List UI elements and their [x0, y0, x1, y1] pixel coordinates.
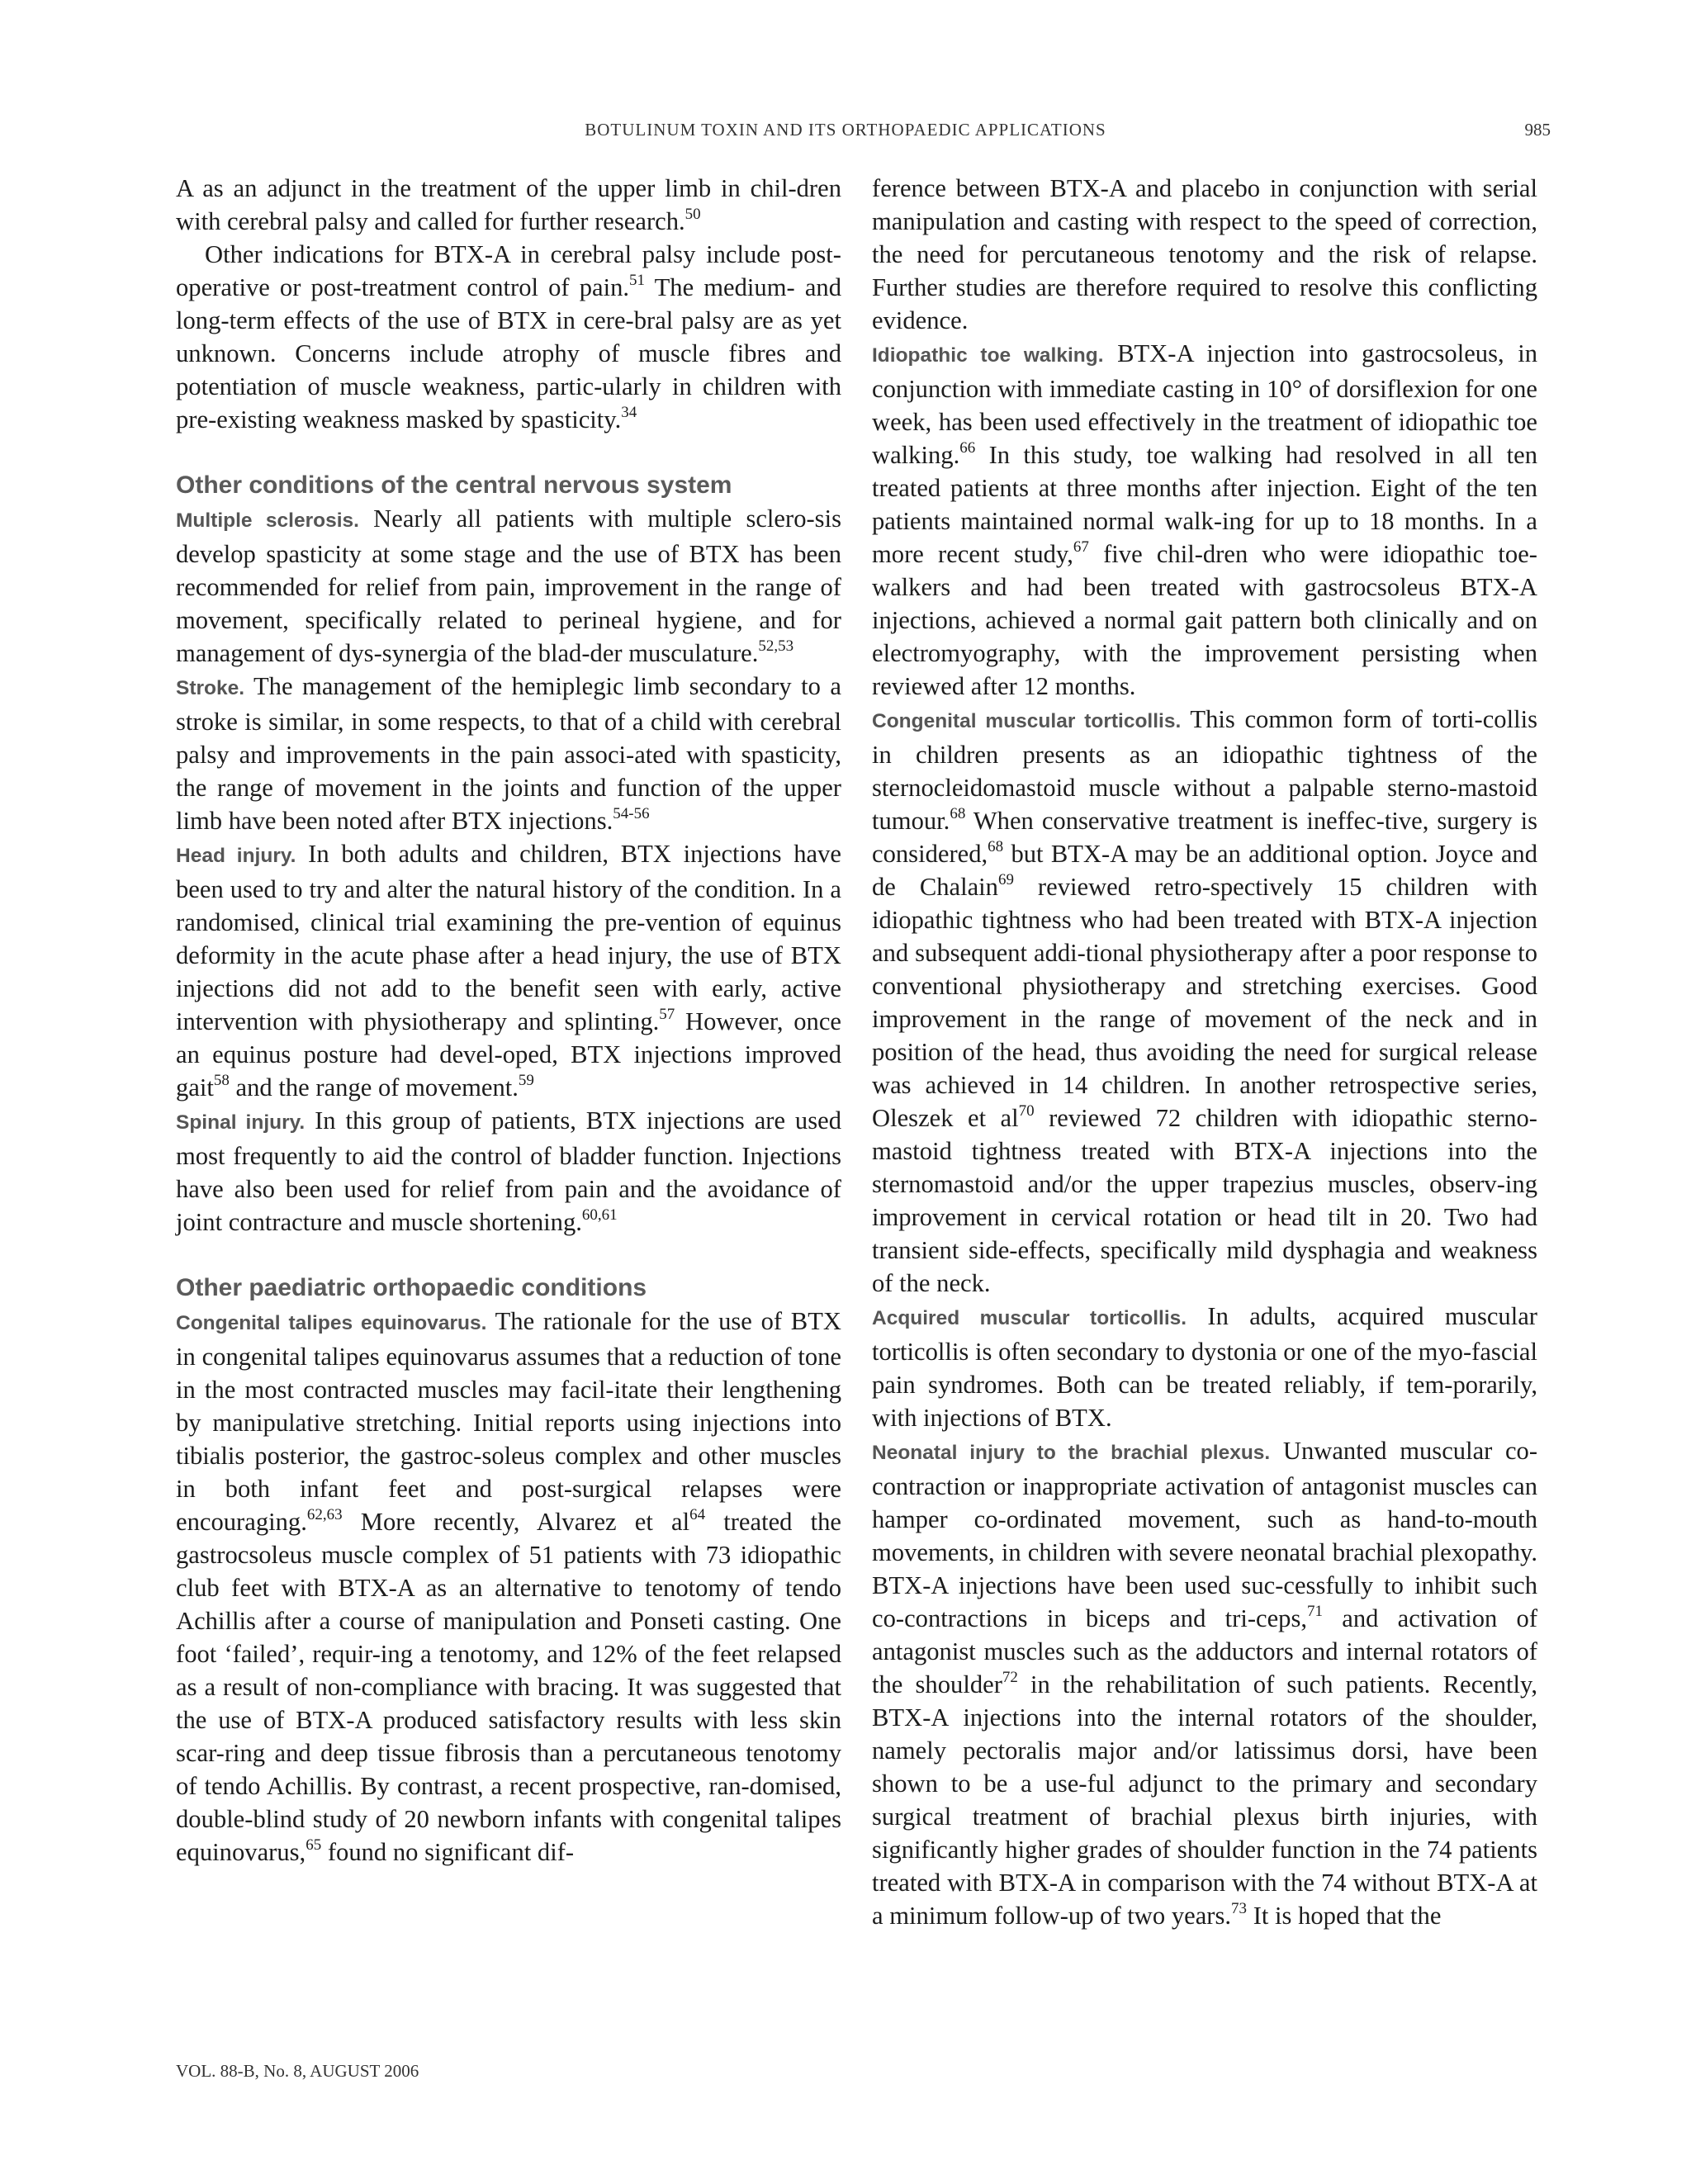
section-heading-paediatric: Other paediatric orthopaedic conditions [176, 1274, 647, 1301]
run-in-heading: Spinal injury. [176, 1111, 306, 1134]
citation: 54-56 [613, 804, 650, 822]
footer-journal-reference: VOL. 88-B, No. 8, AUGUST 2006 [176, 2061, 419, 2081]
citation: 67 [1073, 538, 1089, 556]
citation: 50 [684, 205, 701, 223]
citation: 71 [1307, 1602, 1324, 1620]
paragraph-ctev-continued: ference between BTX-A and placebo in conjunction with serial manipulation and casting with respect to the speed of correction, the need for percutaneous tenotomy and the risk of relapse. Further studies are therefore required to resolve this conflicting evidence. [872, 174, 1537, 334]
paragraph-congenital-torticollis: Congenital muscular torticollis. This common form of torti-collis in children presents as an idiopathic tightness of the sternocleidomastoid muscle without a palpable sterno-mastoid tumour.$^{68}$ When conservative treatment is ineffec-tive, surgery is considered,$^{68}$ but BTX-A may be an additional option. Joyce and de Chalain$^{69}$ reviewed retro-spectively 15 children with idiopathic tightness who had been treated with BTX-A injection and subsequent addi-tional physiotherapy after a poor response to conventional physiotherapy and stretching exercises. Good improvement in the range of movement of the neck and in position of the head, thus avoiding the need for surgical release was achieved in 14 children. In another retrospective series, Oleszek et $al^{70}$ reviewed 72 children with idiopathic sterno-mastoid tightness treated with BTX-A injections into the sternomastoid and/or the upper trapezius muscles, observ-ing improvement in cervical rotation or head tilt in 20. Two had transient side-effects, specifically mild dysphagia and weakness of the neck. [872, 705, 1537, 1297]
citation: 68 [950, 804, 966, 822]
citation: 72 [1002, 1668, 1018, 1686]
citation: 59 [518, 1071, 534, 1089]
paragraph-toe-walking: Idiopathic toe walking. BTX-A injection into gastrocsoleus, in conjunction with immediate casting in 10° of dorsiflexion for one week, has been used effectively in the treatment of idiopathic toe walking.$^{66}$ In this study, toe walking had resolved in all ten treated patients at three months after injection. Eight of the ten patients maintained normal walk-ing for up to 18 months. In a more recent study,$^{67}$ five chil-dren who were idiopathic toe-walkers and had been treated with gastrocsoleus BTX-A injections, achieved a normal gait pattern both clinically and on electromyography, with the improvement persisting when reviewed after 12 months. [872, 339, 1537, 700]
citation: 66 [959, 438, 976, 457]
run-in-heading: Multiple sclerosis. [176, 509, 359, 532]
page-number: 985 [1524, 120, 1551, 140]
run-in-heading: Head injury. [176, 845, 296, 867]
citation: 58 [213, 1071, 230, 1089]
citation: 70 [1018, 1101, 1035, 1120]
paragraph-spinal-injury: Spinal injury. In this group of patients, BTX injections are used most frequently to aid the control of bladder function. Injections have also been used for relief from pain and the avoidance of joint contracture and muscle shortening.$^{60,61}$ [176, 1106, 841, 1236]
paragraph-other-indications: Other indications for BTX-A in cerebral palsy include post-operative or post-treatment control of pain.$^{51}$ The medium- and long-term effects of the use of BTX in cere-bral palsy are as yet unknown. Concerns include atrophy of muscle fibres and potentiation of muscle weakness, partic-ularly in children with pre-existing weakness masked by spasticity.$^{34}$ [176, 240, 841, 433]
right-column [872, 172, 1537, 1932]
citation: 64 [689, 1505, 706, 1523]
paragraph-acquired-torticollis: Acquired muscular torticollis. In adults, acquired muscular torticollis is often secondary to dystonia or one of the myo-fascial pain syndromes. Both can be treated reliably, if tem-porarily, with injections of BTX. [872, 1302, 1537, 1432]
section-heading-cns: Other conditions of the central nervous system [176, 471, 732, 499]
run-in-heading: Acquired muscular torticollis. [872, 1307, 1187, 1329]
run-in-heading: Idiopathic toe walking. [872, 344, 1104, 367]
citation: 65 [306, 1836, 322, 1854]
run-in-heading: Congenital muscular torticollis. [872, 710, 1182, 732]
paragraph-ctev: Congenital talipes equinovarus. The rationale for the use of BTX in congenital talipes equinovarus assumes that a reduction of tone in the most contracted muscles may facil-itate their lengthening by manipulative stretching. Initial reports using injections into tibialis posterior, the gastroc-soleus complex and other muscles in both infant feet and post-surgical relapses were encouraging.$^{62,63}$ More recently, Alvarez et $al^{64}$ treated the gastrocsoleus muscle complex of 51 patients with 73 idiopathic club feet with BTX-A as an alternative to tenotomy of tendo Achillis after a course of manipulation and Ponseti casting. One foot ‘failed’, requir-ing a tenotomy, and 12% of the feet relapsed as a result of non-compliance with bracing. It was suggested that the use of BTX-A produced satisfactory results with less skin scar-ring and deep tissue fibrosis than a percutaneous tenotomy of tendo Achillis. By contrast, a recent prospective, ran-domised, double-blind study of 20 newborn infants with congenital talipes equinovarus,$^{65}$ found no significant dif- [176, 1307, 841, 1866]
running-head-title: BOTULINUM TOXIN AND ITS ORTHOPAEDIC APPLICATIONS [585, 120, 1106, 140]
run-in-heading: Neonatal injury to the brachial plexus. [872, 1442, 1271, 1464]
paragraph-head-injury: Head injury. In both adults and children, BTX injections have been used to try and alter the natural history of the condition. In a randomised, clinical trial examining the pre-vention of equinus deformity in the acute phase after a head injury, the use of BTX injections did not add to the benefit seen with early, active intervention with physiotherapy and splinting.$^{57}$ However, once an equinus posture had devel-oped, BTX injections improved gait$^{58}$ and the range of movement.$^{59}$ [176, 840, 841, 1101]
paragraph-brachial-plexus: Neonatal injury to the brachial plexus. Unwanted muscular co-contraction or inappropriate activation of antagonist muscles can hamper co-ordinated movement, such as hand-to-mouth movements, in children with severe neonatal brachial plexopathy. BTX-A injections have been used suc-cessfully to inhibit such co-contractions in biceps and tri-ceps,$^{71}$ and activation of antagonist muscles such as the adductors and internal rotators of the shoulder$^{72}$ in the rehabilitation of such patients. Recently, BTX-A injections into the internal rotators of the shoulder, namely pectoralis major and/or latissimus dorsi, have been shown to be a use-ful adjunct to the primary and secondary surgical treatment of brachial plexus birth injuries, with significantly higher grades of shoulder function in the 74 patients treated with BTX-A in comparison with the 74 without BTX-A at a minimum follow-up of two years.$^{73}$ It is hoped that the [872, 1437, 1538, 1930]
citation: 73 [1231, 1899, 1248, 1917]
left-column [176, 172, 841, 1869]
citation: 68 [988, 837, 1004, 855]
run-in-heading: Stroke. [176, 677, 245, 699]
citation: 62,63 [306, 1505, 343, 1523]
citation: 69 [997, 870, 1014, 888]
citation: 34 [621, 403, 637, 421]
run-in-heading: Congenital talipes equinovarus. [176, 1312, 487, 1334]
citation: 51 [629, 271, 646, 289]
paragraph-multiple-sclerosis: Multiple sclerosis. Nearly all patients with multiple sclero-sis develop spasticity at some stage and the use of BTX has been recommended for relief from pain, improvement in the range of movement, specifically related to perineal hygiene, and for management of dys-synergia of the blad-der musculature.$^{52,53}$ [176, 505, 841, 667]
citation: 57 [659, 1005, 675, 1023]
citation: 52,53 [758, 637, 794, 655]
paragraph-upper-limb: A as an adjunct in the treatment of the upper limb in chil-dren with cerebral palsy and called for further research.$^{50}$ [176, 174, 841, 235]
citation: 60,61 [581, 1206, 618, 1224]
paragraph-stroke: Stroke. The management of the hemiplegic limb secondary to a stroke is similar, in some respects, to that of a child with cerebral palsy and improvements in the pain associ-ated with spasticity, the range of movement in the joints and function of the upper limb have been noted after BTX injections.$^{54-56}$ [176, 672, 841, 835]
